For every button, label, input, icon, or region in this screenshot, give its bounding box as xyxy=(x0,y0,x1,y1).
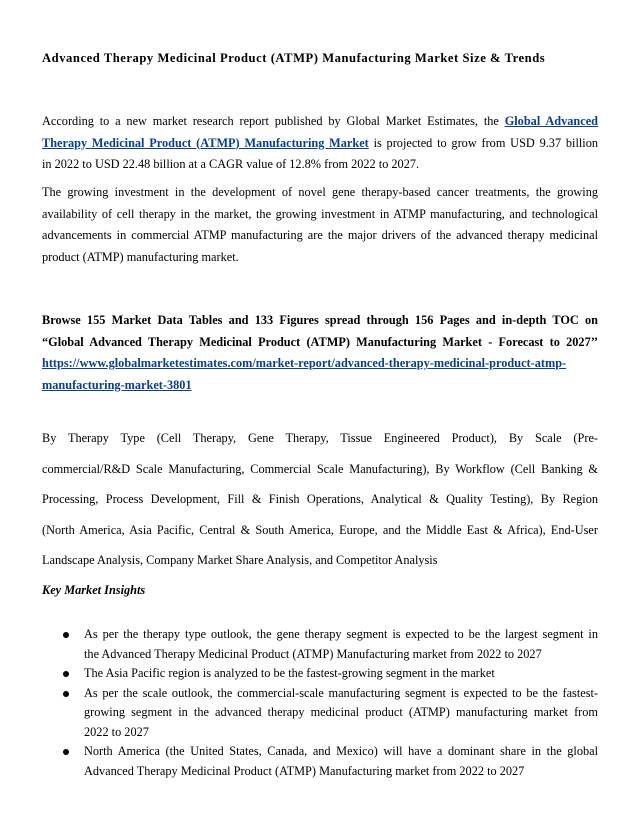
list-item-line: Advanced Therapy Medicinal Product (ATMP) Manufacturing market from 2022 to 2027 xyxy=(84,763,525,778)
report-url-line-2 xyxy=(42,375,598,397)
segments-line-3: Processing, Process Development, Fill & Finish Operations, Analytical & Quality Testing), By Region xyxy=(42,492,598,506)
bullet-icon xyxy=(63,671,69,677)
intro-line-1 xyxy=(42,111,598,133)
browse-line-1: Browse 155 Market Data Tables and 133 Figures spread through 156 Pages and in-depth TOC on xyxy=(42,313,598,327)
segments-line-1: By Therapy Type (Cell Therapy, Gene Therapy, Tissue Engineered Product), By Scale (Pre- xyxy=(42,431,598,445)
segments-line-4: (North America, Asia Pacific, Central & South America, Europe, and the Middle East & Africa), End-User xyxy=(42,522,598,537)
intro-line-3: in 2022 to USD 22.48 billion at a CAGR value of 12.8% from 2022 to 2027. xyxy=(42,157,420,171)
report-url-link-part-1[interactable]: https://www.globalmarketestimates.com/market-report/advanced-therapy-medicinal-product-atmp- xyxy=(42,356,567,370)
browse-line-2: “Global Advanced Therapy Medicinal Product (ATMP) Manufacturing Market - Forecast to 2027’’ xyxy=(42,334,598,349)
key-insights-heading: Key Market Insights xyxy=(42,583,146,597)
document-title: Advanced Therapy Medicinal Product (ATMP) Manufacturing Market Size & Trends xyxy=(42,51,546,65)
report-url-line-1 xyxy=(42,353,598,375)
list-item-line: As per the therapy type outlook, the gene therapy segment is expected to be the largest segment in xyxy=(84,627,598,641)
intro-line-2 xyxy=(42,133,598,155)
list-item xyxy=(42,684,598,743)
report-url-link-part-2[interactable]: manufacturing-market-3801 xyxy=(42,377,192,392)
bullet-icon xyxy=(63,632,69,638)
bullet-icon xyxy=(63,749,69,755)
list-item xyxy=(42,625,598,664)
drivers-line-1: The growing investment in the development of novel gene therapy-based cancer treatments, the growing xyxy=(42,185,598,199)
intro-text: is projected to grow from USD 9.37 billion xyxy=(373,135,598,150)
intro-text: According to a new market research report published by Global Market Estimates, the xyxy=(42,114,499,128)
segments-line-5: Landscape Analysis, Company Market Share Analysis, and Competitor Analysis xyxy=(42,553,438,567)
list-item-line: 2022 to 2027 xyxy=(84,724,149,739)
drivers-line-3: advancements in commercial ATMP manufacturing are the major drivers of the advanced therapy medicinal xyxy=(42,228,598,242)
market-link-part-2[interactable]: Therapy Medicinal Product (ATMP) Manufacturing Market xyxy=(42,135,369,150)
list-item-line: The Asia Pacific region is analyzed to be the fastest-growing segment in the market xyxy=(84,666,495,680)
list-item xyxy=(42,664,598,684)
list-item-line: the Advanced Therapy Medicinal Product (ATMP) Manufacturing market from 2022 to 2027 xyxy=(84,646,542,661)
browse-paragraph xyxy=(42,310,598,396)
key-insights-list xyxy=(42,625,598,781)
bullet-icon xyxy=(63,691,69,697)
intro-paragraph xyxy=(42,111,598,176)
list-item-line: North America (the United States, Canada, and Mexico) will have a dominant share in the global xyxy=(84,744,598,758)
drivers-paragraph xyxy=(42,182,598,268)
drivers-line-4: product (ATMP) manufacturing market. xyxy=(42,249,239,264)
market-link-part-1[interactable]: Global Advanced xyxy=(504,114,599,128)
drivers-line-2: availability of cell therapy in the market, the growing investment in ATMP manufacturing, and technological xyxy=(42,206,598,221)
list-item-line: growing segment in the advanced therapy medicinal product (ATMP) manufacturing market from xyxy=(84,705,598,719)
segments-line-2: commercial/R&D Scale Manufacturing, Commercial Scale Manufacturing), By Workflow (Cell Banking & xyxy=(42,461,598,476)
list-item-line: As per the scale outlook, the commercial-scale manufacturing segment is expected to be the fastest- xyxy=(84,685,598,700)
list-item xyxy=(42,742,598,781)
segments-paragraph xyxy=(42,423,598,576)
